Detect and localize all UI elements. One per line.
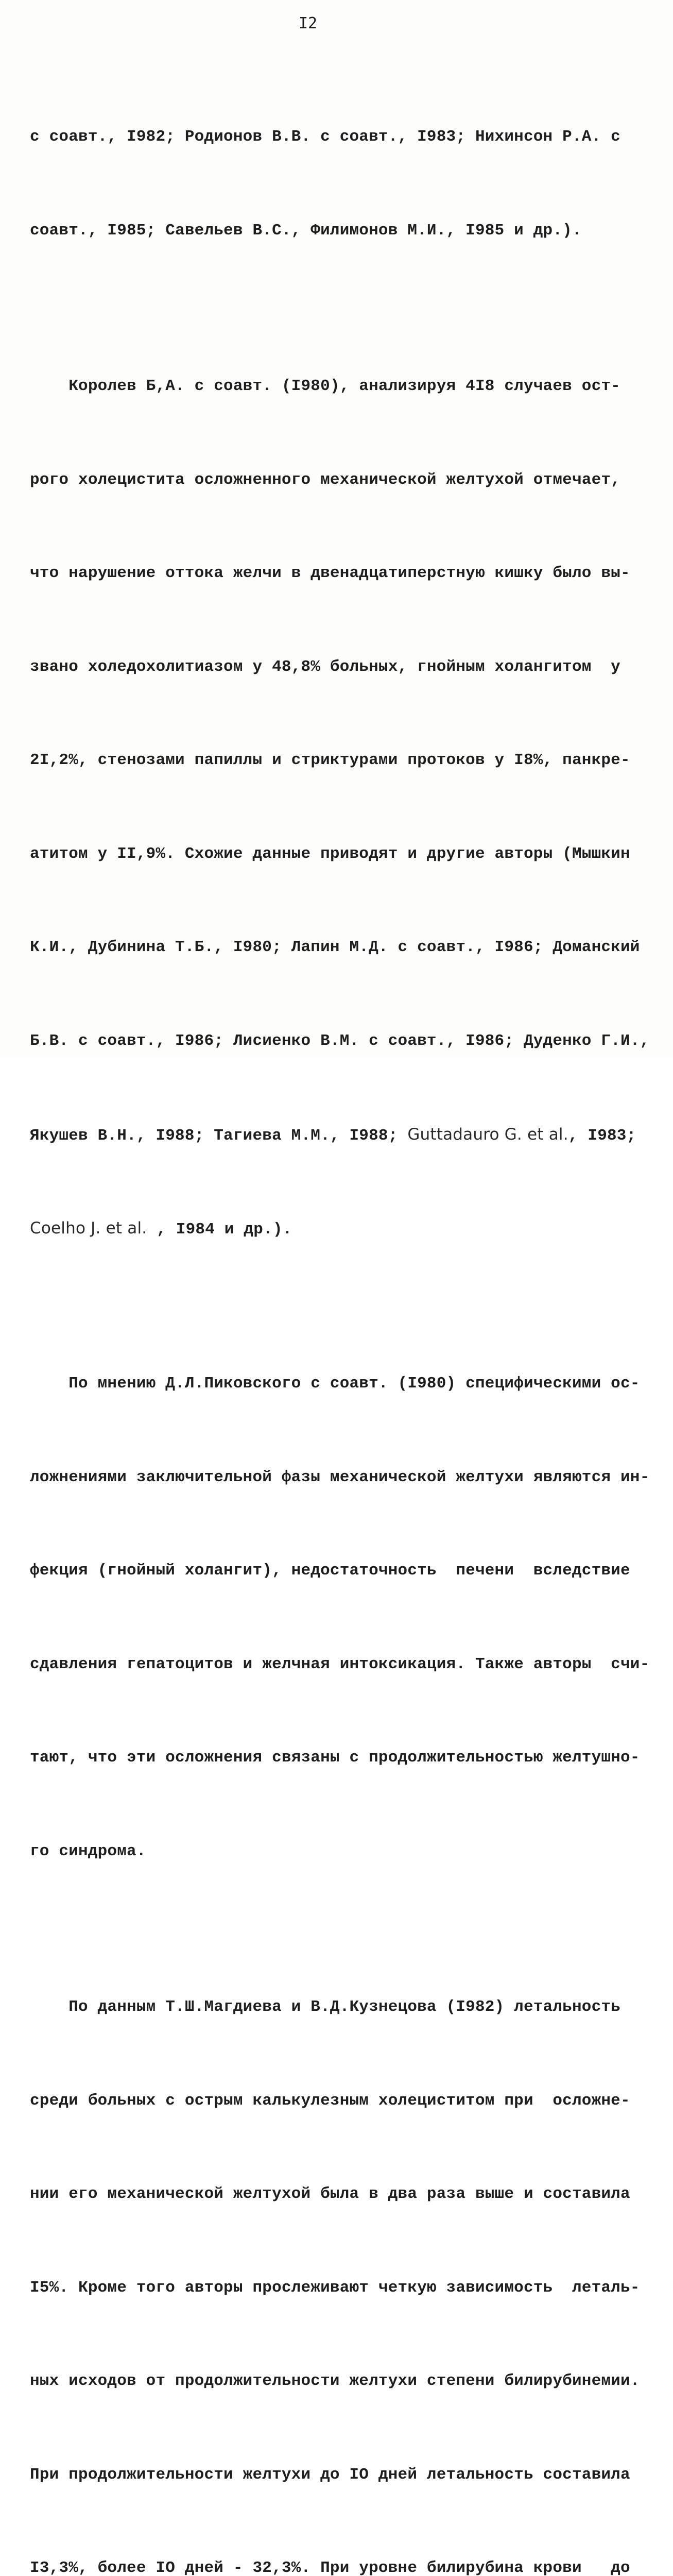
typed-text: , I983; xyxy=(568,1127,636,1145)
text-line: среди больных с острым калькулезным холециститом при осложне- xyxy=(30,2091,630,2110)
text-line: что нарушение оттока желчи в двенадцатиперстную кишку было вы- xyxy=(30,564,630,582)
text-line: По данным Т.Ш.Магдиева и В.Д.Кузнецова (I982) летальность xyxy=(30,1998,620,2016)
text-line-mixed xyxy=(30,1119,648,1150)
text-line: фекция (гнойный холангит), недостаточность печени вследствие xyxy=(30,1562,630,1580)
text-line: 2I,2%, стенозами папиллы и стриктурами протоков у I8%, панкре- xyxy=(30,751,630,769)
text-line: сдавления гепатоцитов и желчная интоксикация. Также авторы счи- xyxy=(30,1655,650,1673)
text-line: тают, что эти осложнения связаны с продолжительностью желтушно- xyxy=(30,1749,640,1767)
text-line: ных исходов от продолжительности желтухи степени билирубинемии. xyxy=(30,2372,640,2390)
page-number: I2 xyxy=(299,14,318,32)
handwritten-citation: Coelho J. et al. xyxy=(30,1218,147,1238)
text-line: Б.В. с соавт., I986; Лисиенко В.М. с соавт., I986; Дуденко Г.И., xyxy=(30,1031,650,1050)
text-line: По мнению Д.Л.Пиковского с соавт. (I980) специфическими ос- xyxy=(30,1375,640,1393)
text-line: го синдрома. xyxy=(30,1842,146,1860)
text-line: нии его механической желтухой была в два раза выше и составила xyxy=(30,2185,630,2203)
text-line: К.И., Дубинина Т.Б., I980; Лапин М.Д. с соавт., I986; Доманский xyxy=(30,938,640,956)
text-line: I3,3%, более IO дней - 32,3%. При уровне билирубина крови до xyxy=(30,2559,630,2576)
typed-text: Якушев В.Н., I988; Тагиева М.М., I988; xyxy=(30,1127,408,1145)
document-body xyxy=(30,59,648,2576)
text-line: атитом у II,9%. Схожие данные приводят и другие авторы (Мышкин xyxy=(30,844,630,863)
text-line: рого холецистита осложненного механической желтухой отмечает, xyxy=(30,470,620,489)
typed-text: , I984 и др.). xyxy=(147,1220,292,1239)
text-line: с соавт., I982; Родионов В.В. с соавт., I983; Нихинсон Р.А. с xyxy=(30,128,620,146)
text-line: При продолжительности желтухи до IO дней летальность составила xyxy=(30,2465,630,2484)
text-line: звано холедохолитиазом у 48,8% больных, гнойным холангитом у xyxy=(30,657,620,676)
paragraph-magdiev xyxy=(30,1929,648,2576)
text-line: ложнениями заключительной фазы механической желтухи являются ин- xyxy=(30,1468,650,1486)
paragraph-korolev xyxy=(30,309,648,1306)
text-line: I5%. Кроме того авторы прослеживают четкую зависимость леталь- xyxy=(30,2278,640,2297)
text-line-mixed xyxy=(30,1213,648,1244)
paragraph-pikovsky xyxy=(30,1306,648,1929)
handwritten-citation: Guttadauro G. et al. xyxy=(407,1125,568,1144)
paragraph-references-continued xyxy=(30,59,648,309)
text-line: Королев Б,А. с соавт. (I980), анализируя 4I8 случаев ост- xyxy=(30,377,620,395)
text-line: соавт., I985; Савельев В.С., Филимонов М.И., I985 и др.). xyxy=(30,221,582,240)
